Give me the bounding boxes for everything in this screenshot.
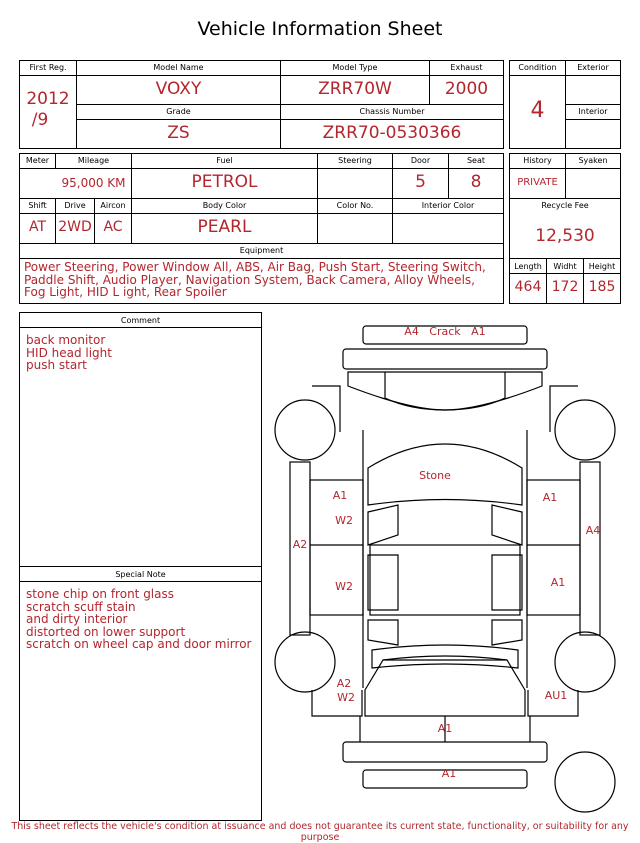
width-label: Widht bbox=[553, 262, 577, 271]
length-value: 464 bbox=[514, 279, 542, 295]
meter-label: Meter bbox=[25, 156, 50, 165]
exterior-label: Exterior bbox=[577, 63, 609, 72]
exhaust-value: 2000 bbox=[444, 79, 489, 99]
first-reg-month: /9 bbox=[31, 110, 49, 130]
equipment-list: Power Steering, Power Window All, ABS, Air Bag, Push Start, Steering Switch, Paddle Shift, Audio Player, Navigation System, Back Camera, Alloy Wheels, Fog Light, HID L ight, Rear Spoiler bbox=[24, 261, 486, 299]
page-title: Vehicle Information Sheet bbox=[197, 18, 443, 40]
length-label: Length bbox=[514, 262, 542, 271]
mark-right-side: A4 bbox=[585, 524, 601, 537]
syaken-label: Syaken bbox=[578, 156, 608, 165]
mark-left-rear-w: W2 bbox=[337, 691, 355, 704]
mark-left-rear-a: A2 bbox=[336, 677, 352, 690]
chassis-label: Chassis Number bbox=[359, 107, 425, 116]
color-no-label: Color No. bbox=[336, 201, 374, 210]
door-value: 5 bbox=[415, 172, 426, 192]
mark-left-side: A2 bbox=[292, 538, 308, 551]
mark-right-front-fender: A1 bbox=[542, 491, 558, 504]
mark-left-front-door: W2 bbox=[335, 514, 353, 527]
mark-windshield: Stone bbox=[419, 469, 451, 482]
comment-label: Comment bbox=[120, 316, 161, 325]
history-value: PRIVATE bbox=[517, 177, 558, 188]
shift-value: AT bbox=[28, 219, 47, 235]
height-label: Height bbox=[588, 262, 616, 271]
mark-left-front-fender: A1 bbox=[332, 489, 348, 502]
mark-rear-bumper: A1 bbox=[441, 767, 457, 780]
steering-label: Steering bbox=[338, 156, 372, 165]
exhaust-label: Exhaust bbox=[450, 63, 483, 72]
special-note-text: stone chip on front glass scratch scuff stain and dirty interior distorted on lower support scratch on wheel cap and door mirror bbox=[26, 587, 252, 651]
grade-value: ZS bbox=[167, 123, 190, 143]
mark-left-rear-door: W2 bbox=[335, 580, 353, 593]
model-type-label: Model Type bbox=[332, 63, 378, 72]
interior-label: Interior bbox=[578, 107, 608, 116]
aircon-value: AC bbox=[103, 219, 123, 235]
grade-label: Grade bbox=[166, 107, 191, 116]
seat-value: 8 bbox=[470, 172, 482, 192]
shift-label: Shift bbox=[28, 201, 47, 210]
chassis-value: ZRR70-0530366 bbox=[322, 123, 462, 143]
interior-color-label: Interior Color bbox=[421, 201, 475, 210]
comment-text: back monitor HID head light push start bbox=[26, 333, 112, 372]
condition-label: Condition bbox=[518, 63, 557, 72]
mileage-label: Mileage bbox=[77, 156, 110, 165]
body-color-value: PEARL bbox=[197, 217, 252, 237]
model-name-value: VOXY bbox=[155, 79, 202, 99]
height-value: 185 bbox=[588, 279, 616, 295]
recycle-fee-label: Recycle Fee bbox=[541, 201, 589, 210]
model-type-value: ZRR70W bbox=[318, 79, 392, 99]
disclaimer-footer: This sheet reflects the vehicle's condition at issuance and does not guarantee its current state, functionality, or suitability for any purpose bbox=[11, 821, 629, 843]
aircon-label: Aircon bbox=[100, 201, 126, 210]
fuel-value: PETROL bbox=[191, 172, 258, 192]
mark-right-rear-door: A1 bbox=[550, 576, 566, 589]
mark-right-rear: AU1 bbox=[544, 689, 568, 702]
history-label: History bbox=[523, 156, 552, 165]
mileage-value: 95,000 KM bbox=[61, 176, 126, 190]
first-reg-label: First Reg. bbox=[29, 63, 67, 72]
car-damage-diagram bbox=[275, 326, 615, 812]
special-note-label: Special Note bbox=[115, 570, 166, 579]
seat-label: Seat bbox=[466, 156, 486, 165]
body-color-label: Body Color bbox=[202, 201, 247, 210]
mark-tailgate: A1 bbox=[437, 722, 453, 735]
recycle-fee-value: 12,530 bbox=[535, 226, 595, 246]
equipment-label: Equipment bbox=[239, 246, 284, 255]
mark-front-bumper: A4 Crack A1 bbox=[404, 325, 486, 338]
first-reg-year: 2012 bbox=[26, 89, 70, 109]
drive-label: Drive bbox=[64, 201, 86, 210]
door-label: Door bbox=[410, 156, 431, 165]
condition-value: 4 bbox=[530, 98, 545, 123]
width-value: 172 bbox=[551, 279, 579, 295]
model-name-label: Model Name bbox=[153, 63, 204, 72]
drive-value: 2WD bbox=[58, 219, 92, 235]
fuel-label: Fuel bbox=[216, 156, 233, 165]
